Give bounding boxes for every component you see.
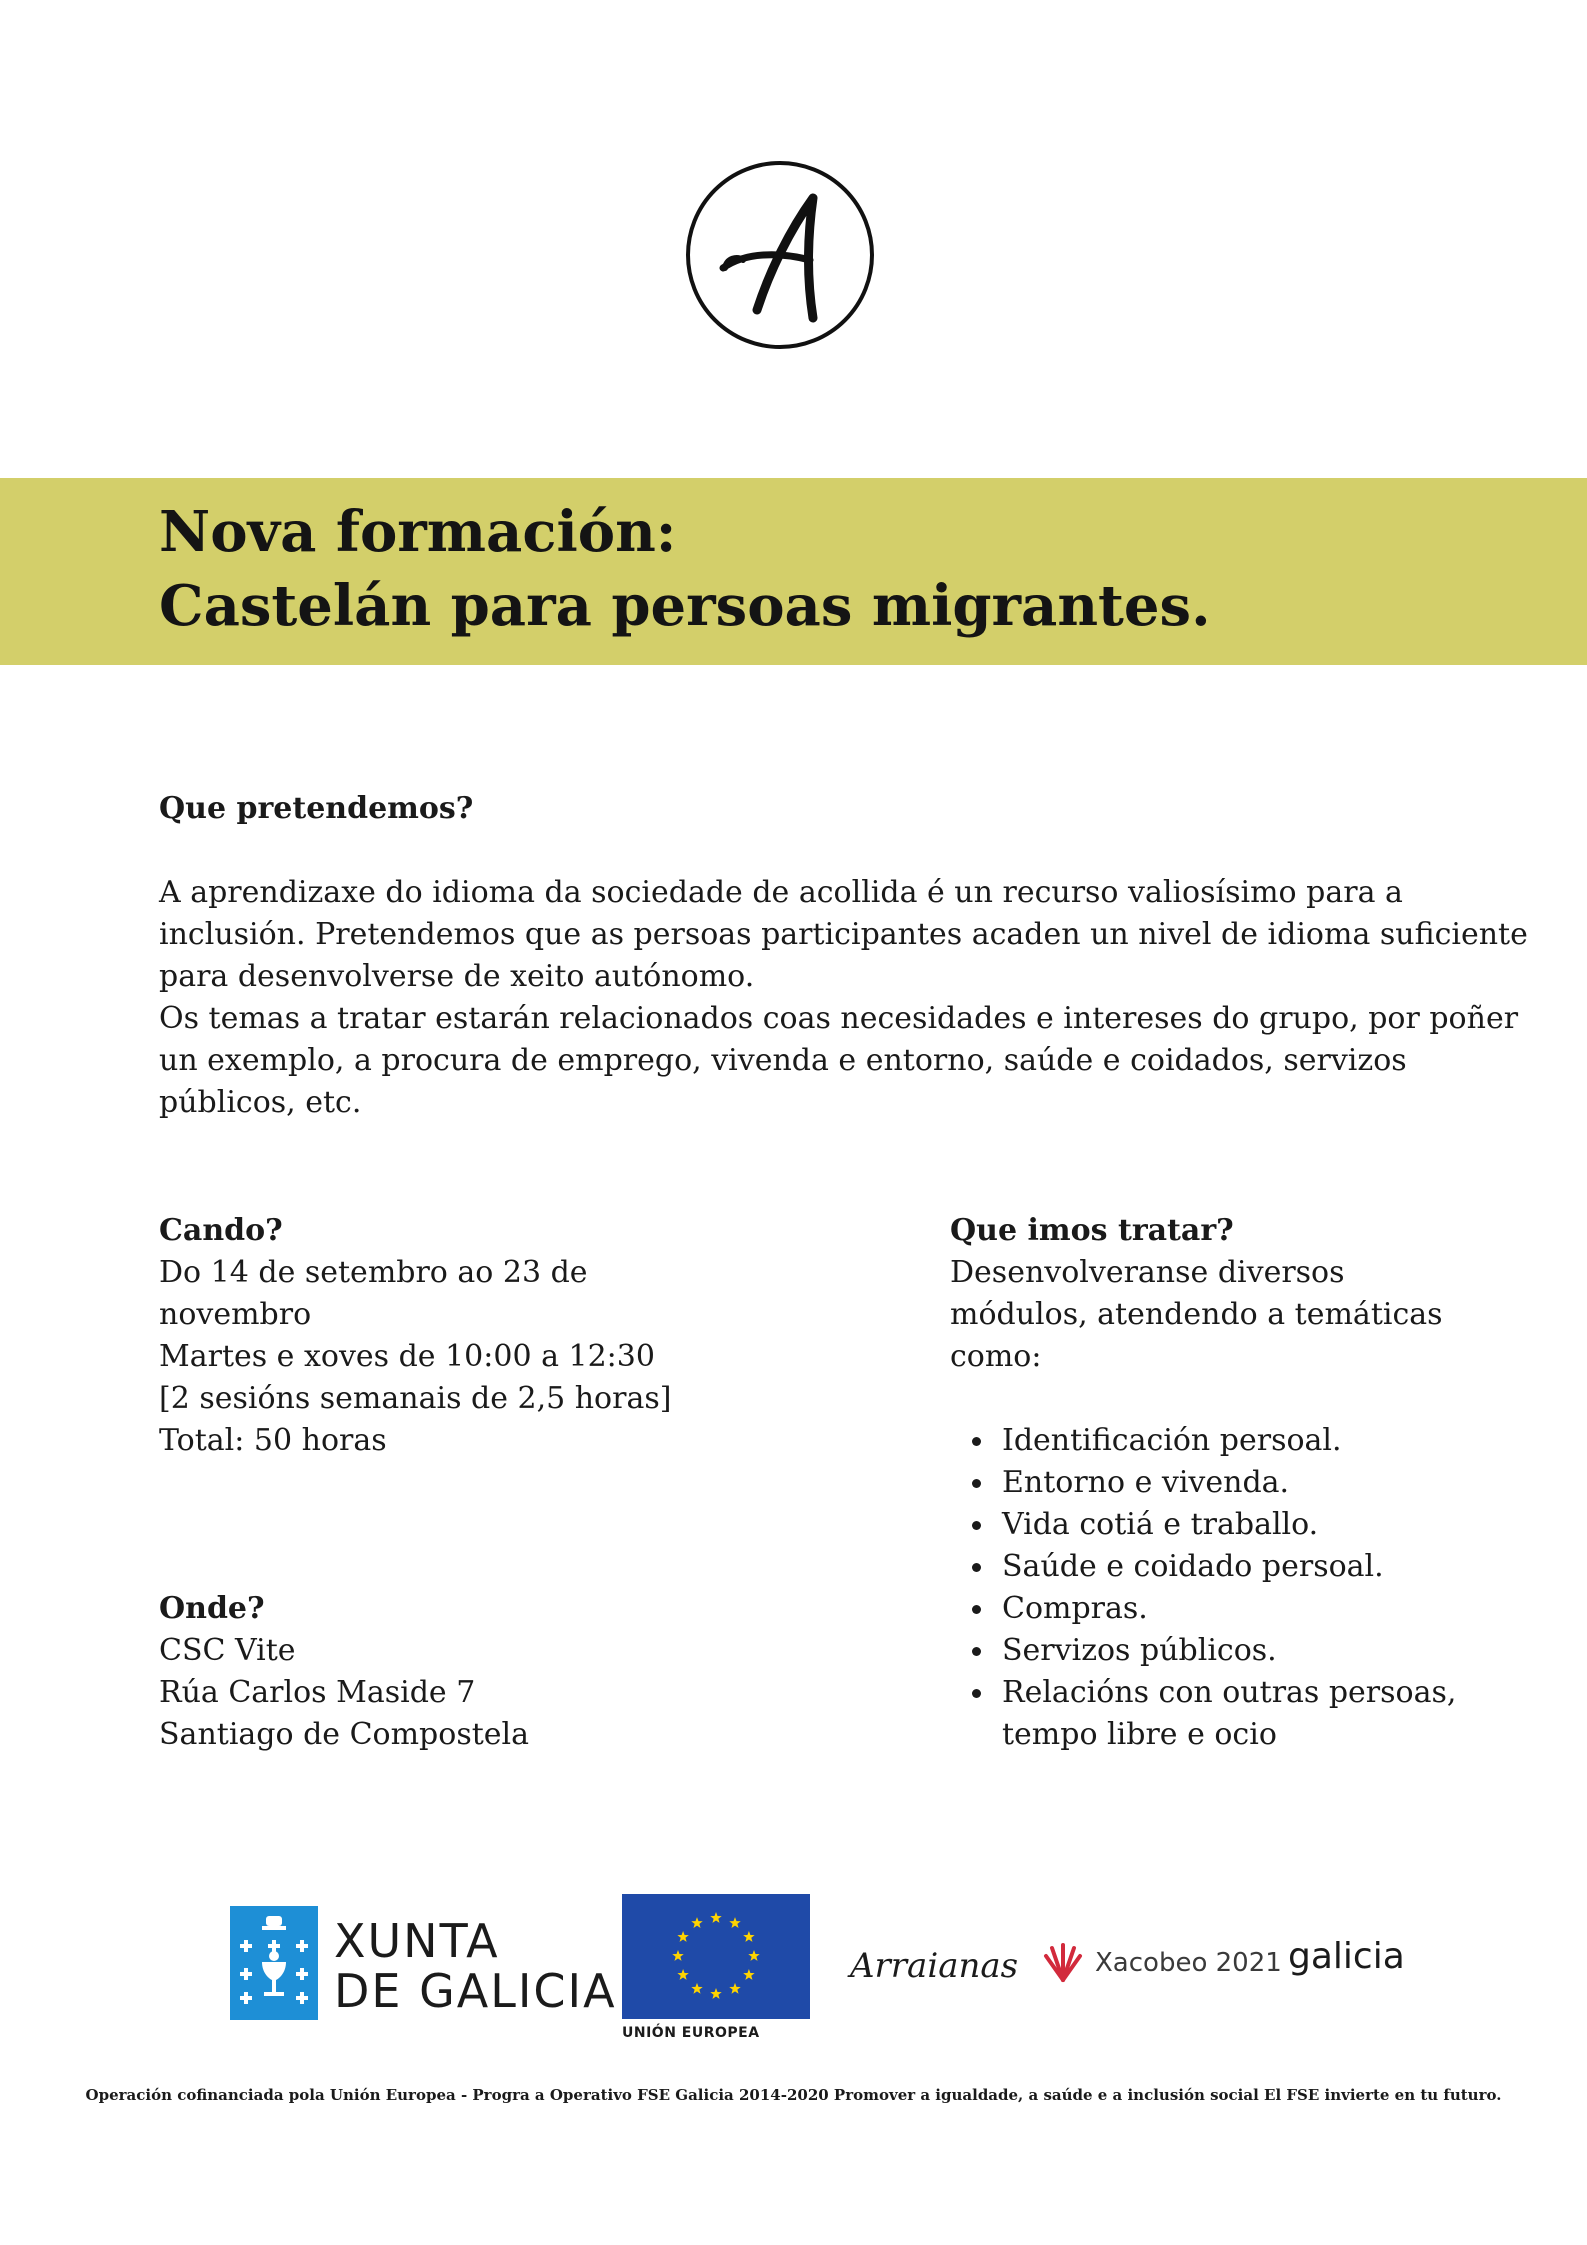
page-title [159,495,1211,643]
arraianas-logo: Arraianas [850,1946,1019,1986]
when-line: Do 14 de setembro ao 23 de [159,1255,588,1290]
list-item: Entorno e vivenda. [1002,1462,1490,1504]
when-heading: Cando? [159,1213,283,1248]
xunta-shield-icon [230,1906,318,2020]
topics-intro-line: módulos, atendendo a temáticas [950,1297,1443,1332]
footer-cofinancing-note: Operación cofinanciada pola Unión Europea - Progra a Operativo FSE Galicia 2014-2020 Promover a igualdade, a saúde e a inclusión social El FSE invierte en tu futuro. [85,2086,1502,2104]
xunta-wordmark [334,1916,617,2016]
where-section [159,1588,779,1756]
when-line: Martes e xoves de 10:00 a 12:30 [159,1339,655,1374]
title-line-2: Castelán para persoas migrantes. [159,573,1211,639]
intro-body [159,872,1529,1124]
sponsor-logos [0,1880,1587,2060]
letter-a-circle-icon [685,160,875,350]
topics-intro-line: Desenvolveranse diversos [950,1255,1345,1290]
xacobeo-shell-icon [1040,1940,1086,1986]
list-item: Relacións con outras persoas, tempo libre e ocio [1002,1672,1490,1756]
xunta-emblem-icon [230,1906,318,2020]
where-heading: Onde? [159,1591,265,1626]
list-item: Vida cotiá e traballo. [1002,1504,1490,1546]
where-line: CSC Vite [159,1633,296,1668]
galicia-logo: galicia [1288,1936,1405,1977]
topics-list [950,1420,1490,1756]
when-line: novembro [159,1297,312,1332]
xacobeo-logo: Xacobeo 2021 [1095,1948,1282,1978]
xunta-line-2: DE GALICIA [334,1964,617,2018]
eu-flag-icon [622,1894,810,2019]
where-line: Rúa Carlos Maside 7 [159,1675,476,1710]
topics-intro-line: como: [950,1339,1042,1374]
when-line: Total: 50 horas [159,1423,387,1458]
topics-section [950,1210,1490,1756]
where-line: Santiago de Compostela [159,1717,530,1752]
eu-caption: UNIÓN EUROPEA [622,2025,760,2041]
list-item: Compras. [1002,1588,1490,1630]
list-item: Identificación persoal. [1002,1420,1490,1462]
list-item: Servizos públicos. [1002,1630,1490,1672]
intro-paragraph-1: A aprendizaxe do idioma da sociedade de acollida é un recurso valiosísimo para a inclusión. Pretendemos que as persoas participantes acaden un nivel de idioma suficiente para desenvolverse de xeito autónomo. [159,875,1528,994]
xunta-line-1: XUNTA [334,1914,500,1968]
topics-heading: Que imos tratar? [950,1213,1234,1248]
list-item: Saúde e coidado persoal. [1002,1546,1490,1588]
when-section [159,1210,779,1462]
when-line: [2 sesións semanais de 2,5 horas] [159,1381,672,1416]
intro-heading: Que pretendemos? [159,791,474,826]
intro-paragraph-2: Os temas a tratar estarán relacionados coas necesidades e intereses do grupo, por poñer un exemplo, a procura de emprego, vivenda e entorno, saúde e coidados, servizos públicos, etc. [159,1001,1519,1120]
title-line-1: Nova formación: [159,499,677,565]
